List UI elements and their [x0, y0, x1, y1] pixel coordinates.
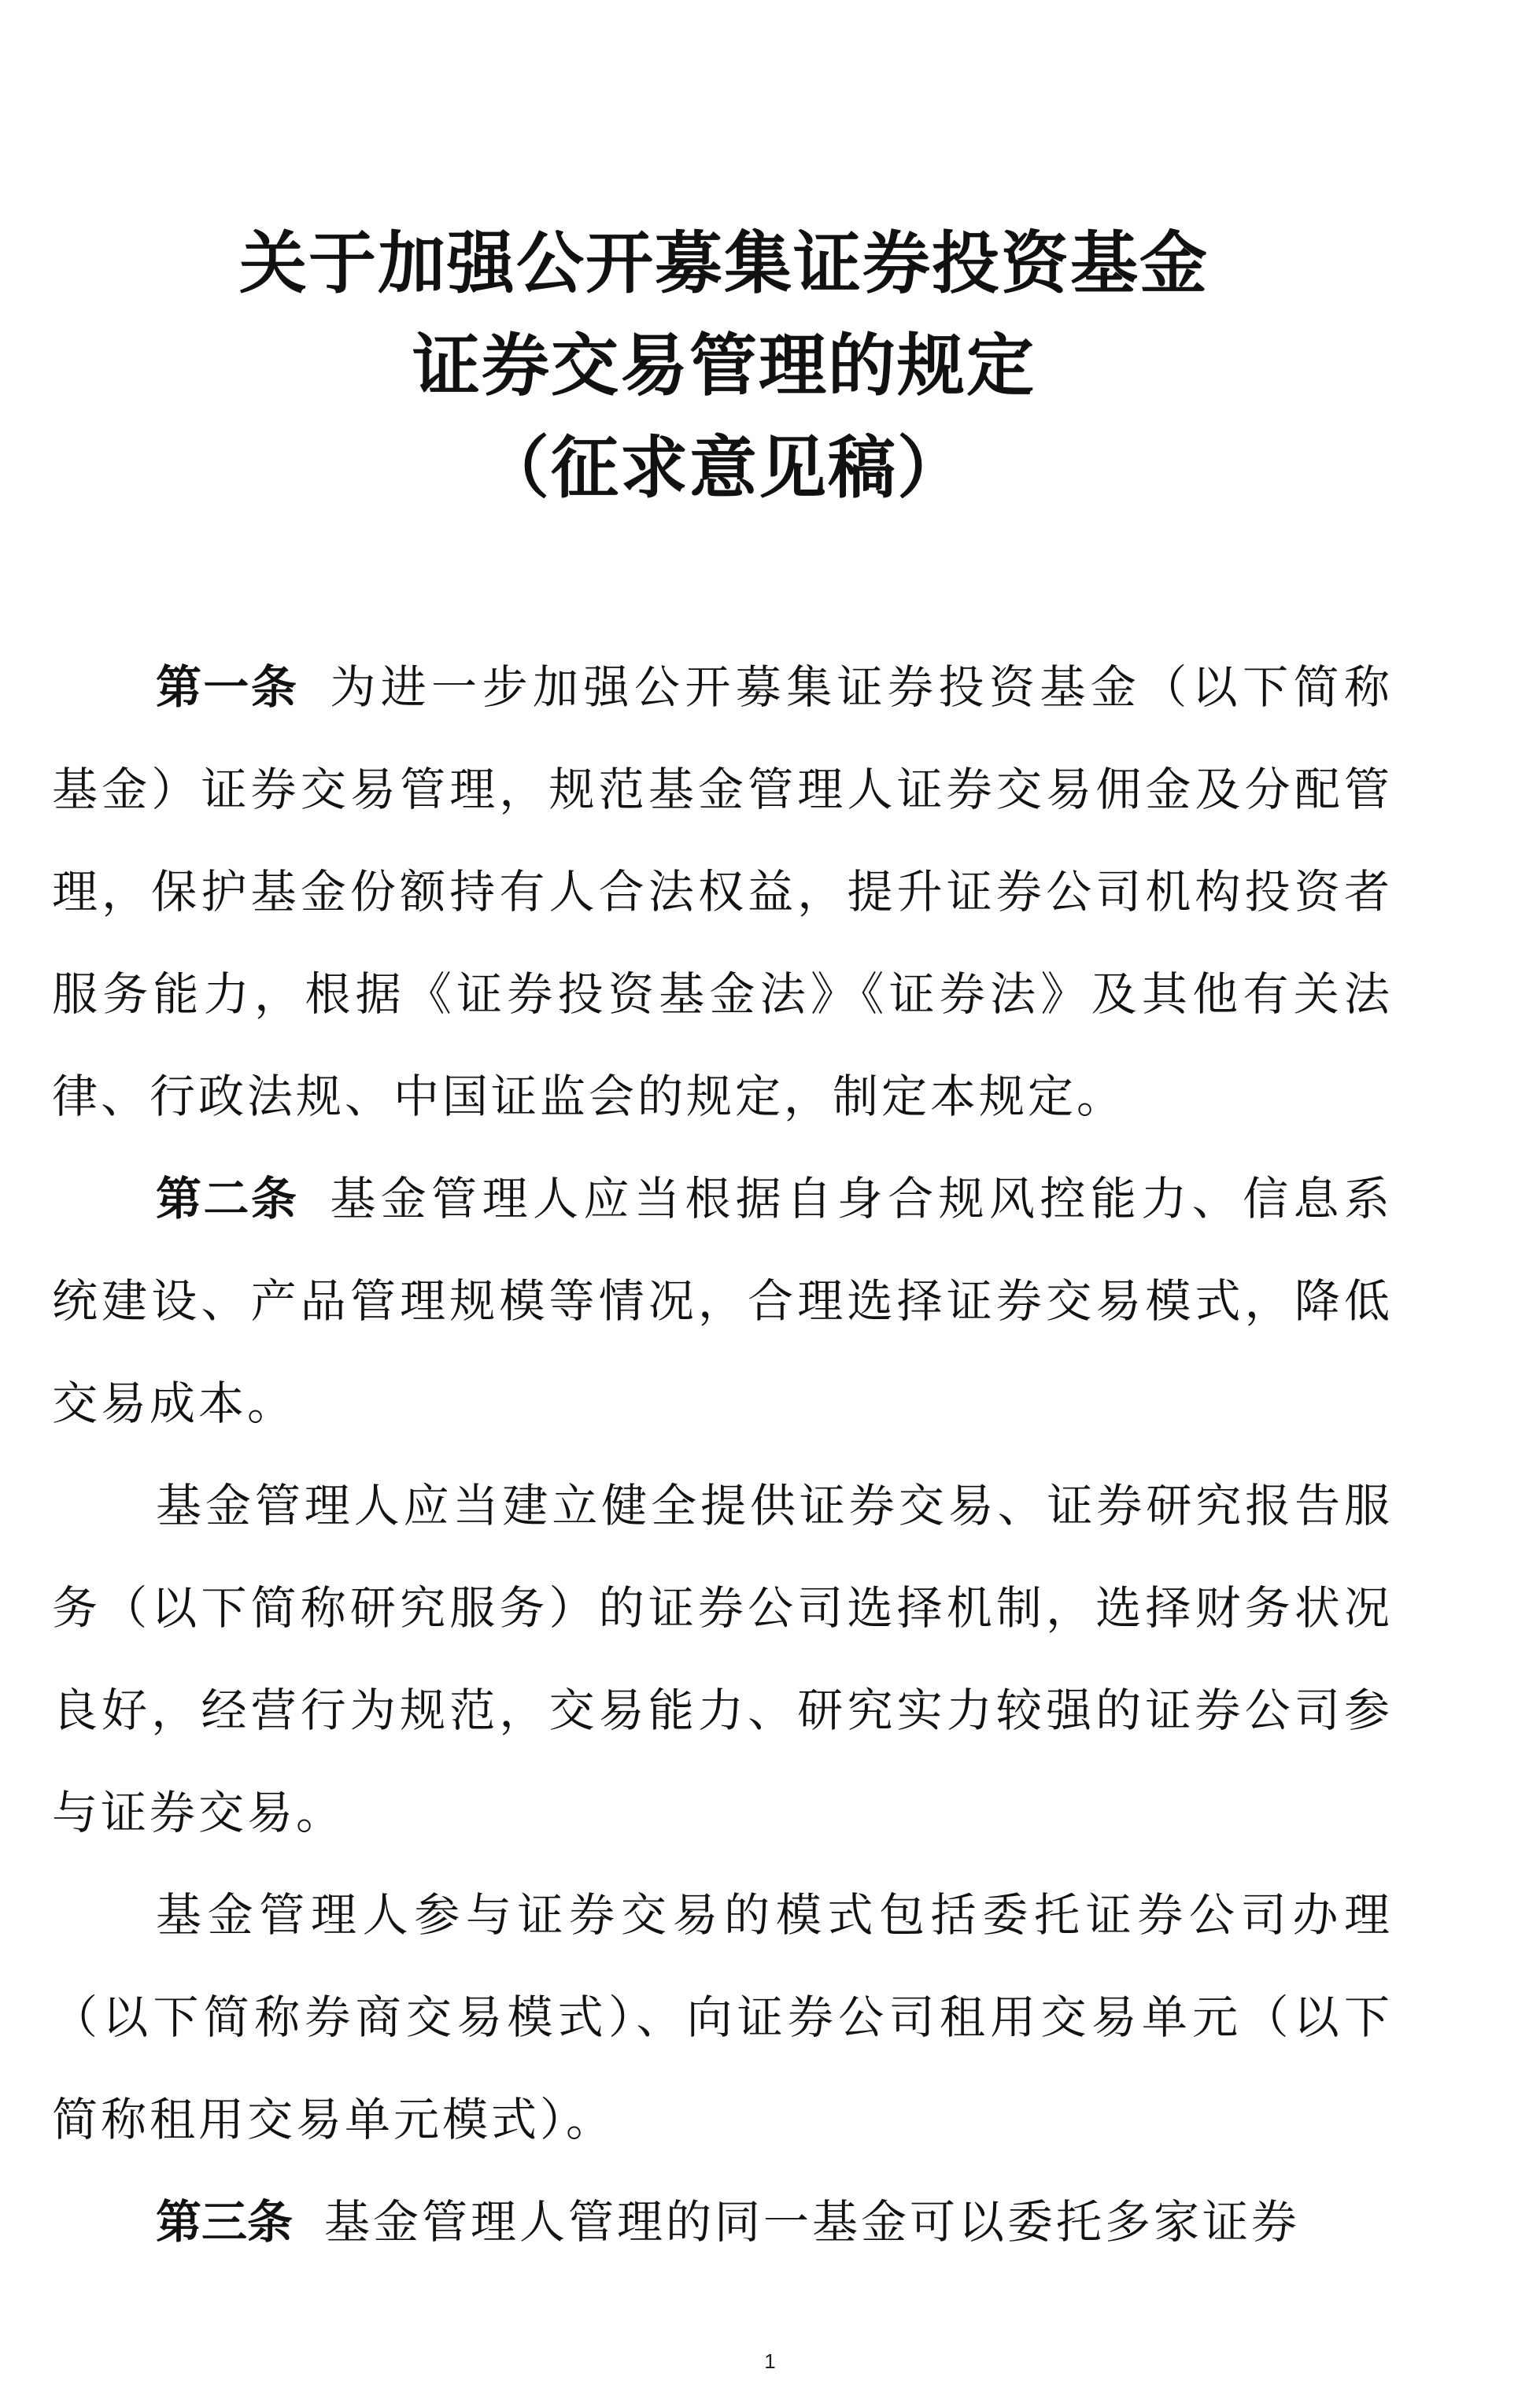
- paragraph-text: 基金管理人管理的同一基金可以委托多家证券: [324, 2195, 1301, 2249]
- document-title: [0, 213, 1448, 519]
- article-label: 第三条: [156, 2195, 294, 2249]
- title-line-1: 关于加强公开募集证券投资基金: [239, 224, 1209, 303]
- article-label: 第一条: [156, 660, 299, 714]
- paragraph-article-3: [52, 2171, 1393, 2273]
- page-number: 1: [764, 2349, 776, 2373]
- paragraph-text: 基金管理人应当根据自身合规风控能力、信息系统建设、产品管理规模等情况，合理选择证券交易模式，降低交易成本。: [52, 1172, 1393, 1430]
- title-line-2: 证券交易管理的规定: [412, 327, 1036, 405]
- document-body: [52, 636, 1393, 2273]
- paragraph-article-2: [52, 1148, 1393, 1454]
- article-label: 第二条: [156, 1172, 299, 1225]
- paragraph-article-2-clause-3: [52, 1864, 1393, 2171]
- paragraph-text: 为进一步加强公开募集证券投资基金（以下简称基金）证券交易管理，规范基金管理人证券交易佣金及分配管理，保护基金份额持有人合法权益，提升证券公司机构投资者服务能力，根据《证券投资基金法》《证券法》及其他有关法律、行政法规、中国证监会的规定，制定本规定。: [52, 660, 1393, 1123]
- paragraph-article-1: [52, 636, 1393, 1148]
- paragraph-text: 基金管理人应当建立健全提供证券交易、证券研究报告服务（以下简称研究服务）的证券公司选择机制，选择财务状况良好，经营行为规范，交易能力、研究实力较强的证券公司参与证券交易。: [52, 1479, 1393, 1839]
- paragraph-article-2-clause-2: [52, 1454, 1393, 1864]
- paragraph-text: 基金管理人参与证券交易的模式包括委托证券公司办理（以下简称券商交易模式）、向证券公司租用交易单元（以下简称租用交易单元模式）。: [52, 1888, 1393, 2146]
- title-line-3: （征求意见稿）: [482, 429, 966, 508]
